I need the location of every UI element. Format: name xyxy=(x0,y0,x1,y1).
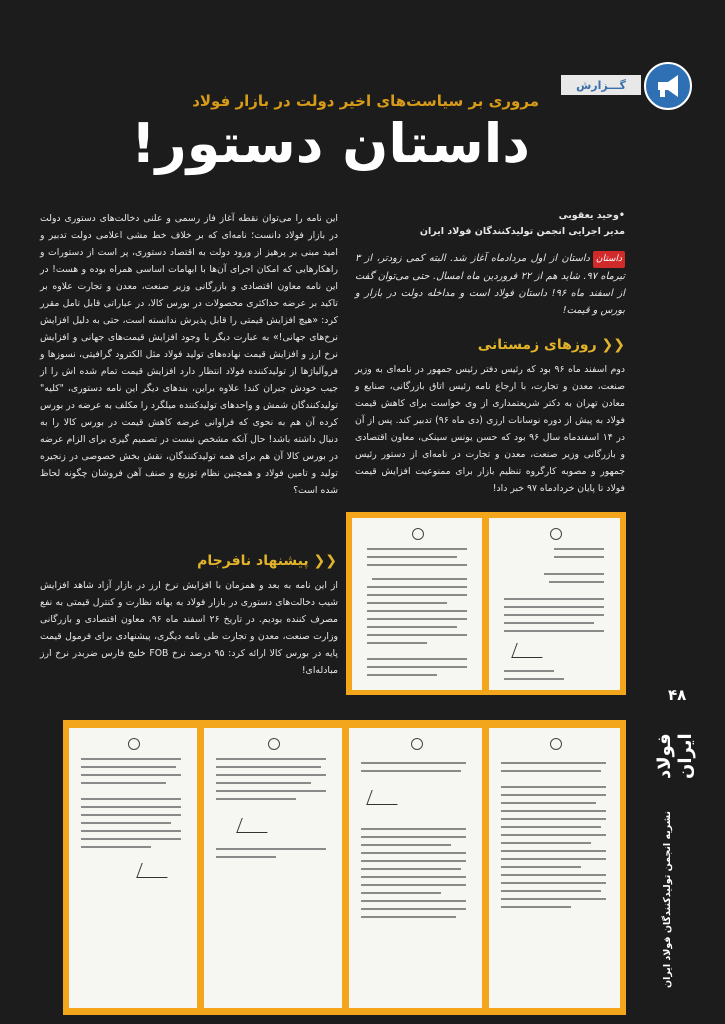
chevron-icon: ❮❮ xyxy=(313,553,337,569)
publisher-name: نشریه انجمن تولیدکنندگان فولاد ایران xyxy=(662,811,673,989)
author-position: مدیر اجرایی انجمن تولیدکنندگان فولاد ایران xyxy=(419,226,625,237)
letter-scan-6 xyxy=(489,728,620,1008)
letter-scan-3 xyxy=(69,728,197,1008)
section-heading-winter: ❮❮ روزهای زمستانی xyxy=(477,337,625,353)
letter-scan-4 xyxy=(204,728,342,1008)
letter-scan-2 xyxy=(489,518,620,690)
article-subtitle: مروری بر سیاست‌های اخیر دولت در بازار فولاد xyxy=(192,92,539,110)
page-number: ۴۸ xyxy=(668,686,687,704)
chevron-icon: ❮❮ xyxy=(601,337,625,353)
right-column xyxy=(355,208,625,497)
letter-scan-5 xyxy=(349,728,482,1008)
article-title: داستان دستور! xyxy=(131,112,530,175)
megaphone-icon xyxy=(644,62,692,110)
magazine-logo: فولاد ایران xyxy=(654,733,696,779)
section-heading-proposal: ❮❮ پیشنهاد نافرجام xyxy=(197,553,337,569)
section-body-winter: دوم اسفند ماه ۹۶ بود که رئیس دفتر رئیس جمهور در نامه‌ای به وزیر صنعت، معدن و تجارت، با ارجاع نامه رئیس اتاق بازرگانی، صنایع و معادن تهران به دکتر شریعتمداری از وی خواست برای کاهش قیمت فولاد به پیش از دوره نوسانات ارزی (دی ماه ۹۶) تدبیر کند. پس از آن در ۱۴ اسفندماه سال ۹۶ بود که حسن یونس سینکی، معاون اقتصادی و بازرگانی وزیر صنعت، معدن و تجارت در نامه‌ای از دستور رئیس جمهور و مصوبه کارگروه تنظیم بازار برای ممنوعیت افزایش قیمت فولاد تا پایان خردادماه ۹۷ خبر داد! xyxy=(355,364,626,494)
lead-text: داستان از اول مردادماه آغاز شد. البته کمی زودتر، از ۳ تیرماه ۹۷. شاید هم از ۲۲ فروردین ماه امسال. حتی می‌توان گفت از اسفند ماه ۹۶! داستان فولاد است و مداخله دولت در بازار و بورس و قیمت! xyxy=(355,253,625,316)
section-body-proposal: از این نامه به بعد و همزمان با افزایش نرخ ارز در بازار آزاد شاهد افزایش شیب دخالت‌های دستوری در بازار فولاد به بهانه نظارت و کنترل قیمتی به نفع مصرف کننده بودیم. در تاریخ ۲۶ اسفند ماه ۹۶، معاون اقتصادی و بازرگانی وزارت صنعت، معدن و تجارت طی نامه دیگری، پیشنهادی برای فرمول قیمت پایه در بورس کالا ارائه کرد: ۹۵ درصد نرخ FOB خلیج فارس ضربدر نرخ ارز مبادله‌ای! xyxy=(40,580,338,676)
section-tag: گـــزارش xyxy=(561,75,641,95)
lead-badge: داستان xyxy=(593,251,625,268)
author-name: •وحید یعقوبی xyxy=(558,210,625,221)
left-column-text: این نامه را می‌توان نقطه آغاز فاز رسمی و علنی دخالت‌های دستوری دولت در بازار فولاد دانست؛ نامه‌ای که بر خلاف خط مشی اعلامی دولت تدبیر و امید مبنی بر پرهیز از ورود دولت به اقتصاد دستوری، پر است از دستورات و راهکارهایی که امکان اجرای آن‌ها با ابهامات اساسی همراه بوده و هست! در این نامه معاون اقتصادی و بازرگانی وزیر صنعت، معدن و تجارت علاوه بر تاکید بر عرضه حداکثری محصولات در بورس کالا، در عباراتی قابل تامل مقرر کرد: «هیچ افزایش قیمتی را قابل پذیرش ندانسته است، حتی به دلیل افزایش نرخ‌های جهانی!» به عبارت دیگر با وجود افزایش قیمت‌های جهانی و افزایش نرخ ارز و افزایش قیمت نهاده‌های تولید فولاد مثل الکترود گرافیتی، نسوزها و فروآلیاژها از تولیدکننده فولاد انتظار دارد افزایش قیمت تمام شده اش را از جیب خودش جبران کند! علاوه براین، بندهای دیگر این نامه دستوری، "کلیه" تولیدکنندگان شمش و واحدهای تولیدکننده میلگرد را مکلف به عرضه در بورس کرده آن هم به نحوی که فراوانی عرضه کاهش قیمت در بورس کالا را به دنبال داشته باشد! حال آنکه مشخص نیست در تصمیم گیری برای الزام عرضه در بورس کالا آن هم برای همه تولیدکنندگان، نقش بخش خصوصی در زنجیره تولید و تامین فولاد و همچنین نظام توزیع و صنف آهن فروشان چگونه لحاظ شده است؟ xyxy=(40,213,338,496)
letter-scan-1 xyxy=(352,518,482,690)
lead-paragraph xyxy=(355,250,625,319)
